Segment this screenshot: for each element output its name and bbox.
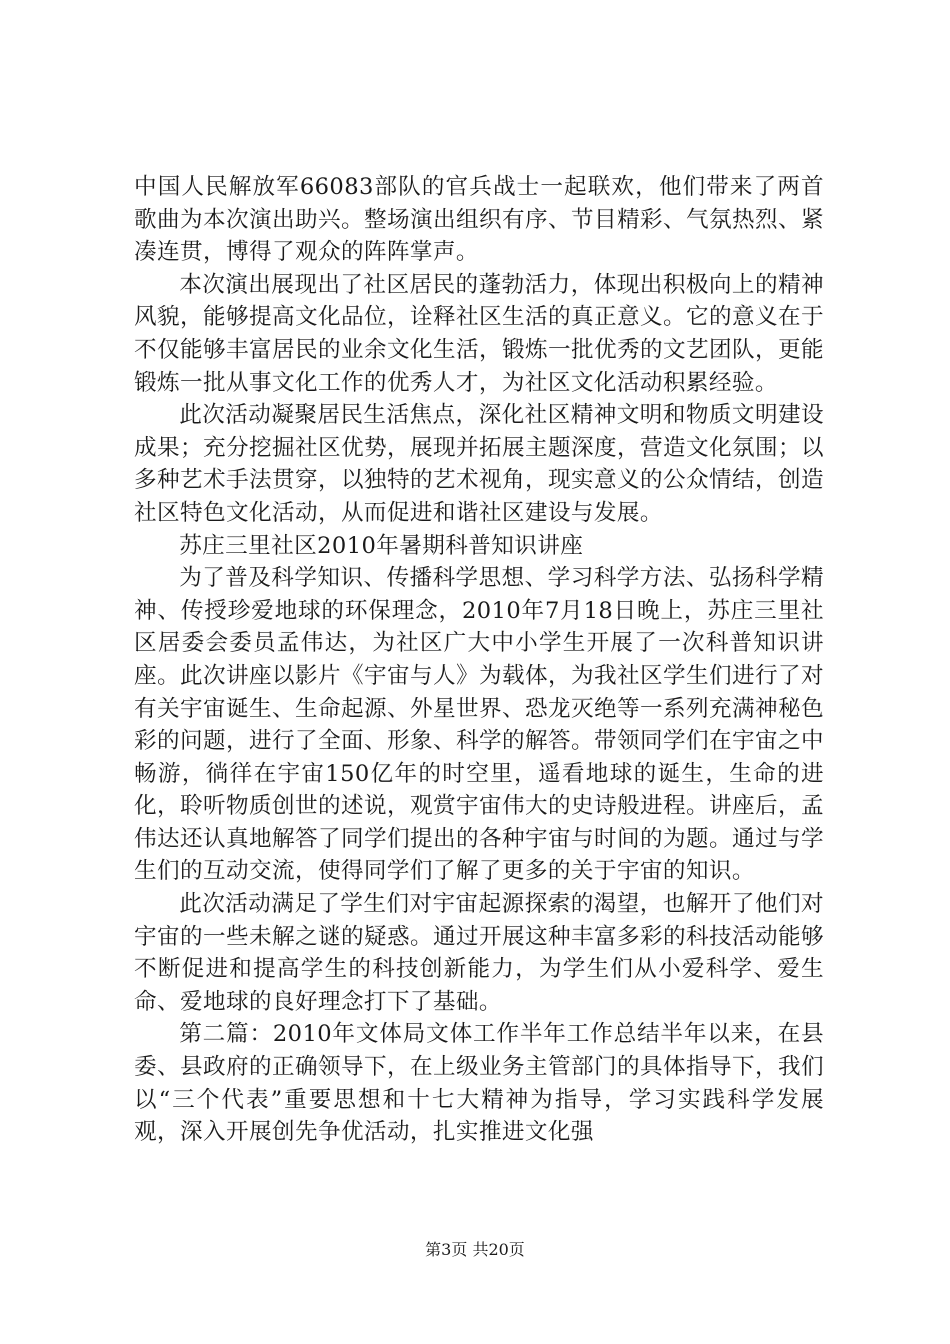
section-heading: 苏庄三里社区2010年暑期科普知识讲座 bbox=[179, 532, 584, 559]
paragraph-2: 本次演出展现出了社区居民的蓬勃活力，体现出积极向上的精神风貌，能够提高文化品位，诠释社区生活的真正意义。它的意义在于不仅能够丰富居民的业余文化生活，锻炼一批优秀的文艺团队，更能锻炼一批从事文化工作的优秀人才，为社区文化活动积累经验。 bbox=[134, 271, 824, 396]
paragraph-5: 此次活动满足了学生们对宇宙起源探索的渴望，也解开了他们对宇宙的一些未解之谜的疑惑。通过开展这种丰富多彩的科技活动能够不断促进和提高学生的科技创新能力，为学生们从小爱科学、爱生命、爱地球的良好理念打下了基础。 bbox=[134, 891, 824, 1015]
paragraph-6: 第二篇：2010年文体局文体工作半年工作总结半年以来，在县委、县政府的正确领导下，在上级业务主管部门的具体指导下，我们以“三个代表”重要思想和十七大精神为指导，学习实践科学发展观，深入开展创先争优活动，扎实推进文化强 bbox=[134, 1021, 824, 1146]
page-number-footer: 第3页 共20页 bbox=[425, 1240, 525, 1259]
paragraph-1: 中国人民解放军66083部队的官兵战士一起联欢，他们带来了两首歌曲为本次演出助兴。整场演出组织有序、节目精彩、气氛热烈、紧凑连贯，博得了观众的阵阵掌声。 bbox=[134, 174, 824, 266]
paragraph-4: 为了普及科学知识、传播科学思想、学习科学方法、弘扬科学精神、传授珍爱地球的环保理念，2010年7月18日晚上，苏庄三里社区居委会委员孟伟达，为社区广大中小学生开展了一次科普知识讲座。此次讲座以影片《宇宙与人》为载体，为我社区学生们进行了对有关宇宙诞生、生命起源、外星世界、恐龙灭绝等一系列充满神秘色彩的问题，进行了全面、形象、科学的解答。带领同学们在宇宙之中畅游，徜徉在宇宙150亿年的时空里，遥看地球的诞生，生命的进化，聆听物质创世的述说，观赏宇宙伟大的史诗般进程。讲座后，孟伟达还认真地解答了同学们提出的各种宇宙与时间的为题。通过与学生们的互动交流，使得同学们了解了更多的关于宇宙的知识。 bbox=[134, 565, 824, 885]
paragraph-3: 此次活动凝聚居民生活焦点，深化社区精神文明和物质文明建设成果；充分挖掘社区优势，展现并拓展主题深度，营造文化氛围；以多种艺术手法贯穿，以独特的艺术视角，现实意义的公众情结，创造社区特色文化活动，从而促进和谐社区建设与发展。 bbox=[134, 402, 824, 526]
document-body bbox=[134, 171, 824, 1149]
